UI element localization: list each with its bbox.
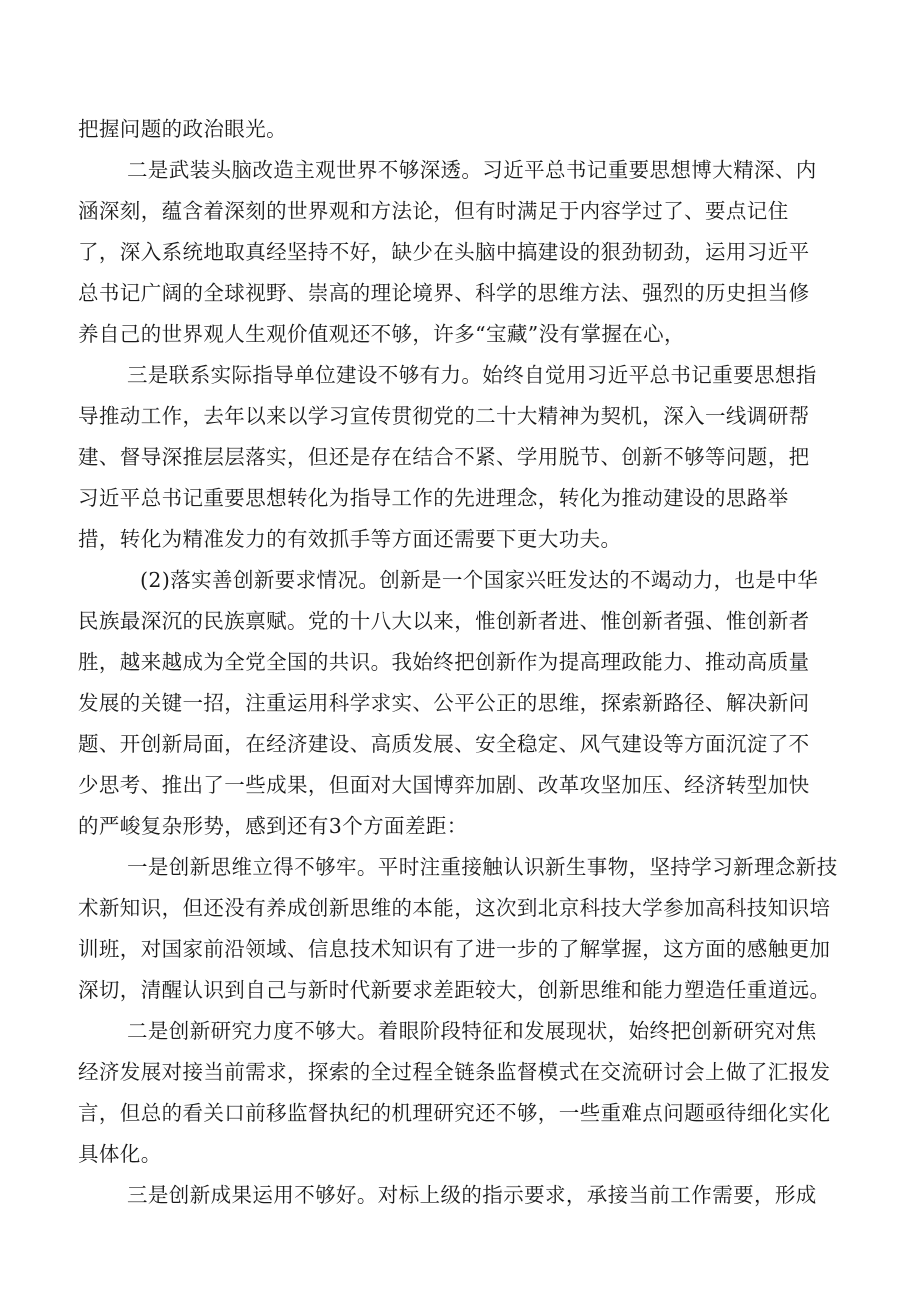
text-line: 导推动工作，去年以来以学习宣传贯彻党的二十大精神为契机，深入一线调研帮 (78, 404, 810, 428)
text-line: 言，但总的看关口前移监督执纪的机理研究还不够，一些重难点问题亟待细化实化 (78, 1101, 831, 1125)
text-line: 二是武装头脑改造主观世界不够深透。习近平总书记重要思想博大精深、内 (127, 158, 817, 182)
text-line: 了，深入系统地取真经坚持不好，缺少在头脑中搞建设的狠劲韧劲，运用习近平 (78, 240, 810, 264)
text-line: 题、开创新局面，在经济建设、高质发展、安全稳定、风气建设等方面沉淀了不 (78, 732, 810, 756)
text-line: 建、督导深推层层落实，但还是存在结合不紧、学用脱节、创新不够等问题，把 (78, 445, 810, 469)
text-line: 术新知识，但还没有养成创新思维的本能，这次到北京科技大学参加高科技知识培 (78, 896, 831, 920)
text-line: 发展的关键一招，注重运用科学求实、公平公正的思维，探索新路径、解决新问 (78, 691, 810, 715)
text-line: 措，转化为精准发力的有效抓手等方面还需要下更大功夫。 (78, 527, 622, 551)
text-line: 民族最深沉的民族禀赋。党的十八大以来，惟创新者进、惟创新者强、惟创新者 (78, 609, 810, 633)
text-line: 一是创新思维立得不够牢。平时注重接触认识新生事物，坚持学习新理念新技 (127, 855, 838, 879)
text-line: 的严峻复杂形势，感到还有3个方面差距： (78, 814, 468, 838)
text-line: 经济发展对接当前需求，探索的全过程全链条监督模式在交流研讨会上做了汇报发 (78, 1060, 831, 1084)
text-line: 习近平总书记重要思想转化为指导工作的先进理念，转化为推动建设的思路举 (78, 486, 789, 510)
text-line: 总书记广阔的全球视野、崇高的理论境界、科学的思维方法、强烈的历史担当修 (78, 281, 810, 305)
text-line: 训班，对国家前沿领域、信息技术知识有了进一步的了解掌握，这方面的感触更加 (78, 937, 831, 961)
text-line: 具体化。 (78, 1142, 162, 1166)
text-line: 三是创新成果运用不够好。对标上级的指示要求，承接当前工作需要，形成 (127, 1183, 817, 1207)
text-line: 养自己的世界观人生观价值观还不够，许多“宝藏”没有掌握在心， (78, 322, 685, 346)
text-line: 二是创新研究力度不够大。着眼阶段特征和发展现状，始终把创新研究对焦 (127, 1019, 817, 1043)
text-line: 胜，越来越成为全党全国的共识。我始终把创新作为提高理政能力、推动高质量 (78, 650, 810, 674)
text-line: 三是联系实际指导单位建设不够有力。始终自觉用习近平总书记重要思想指 (127, 363, 817, 387)
text-line: 少思考、推出了一些成果，但面对大国博弈加剧、改革攻坚加压、经济转型加快 (78, 773, 810, 797)
text-line: 涵深刻，蕴含着深刻的世界观和方法论，但有时满足于内容学过了、要点记住 (78, 199, 789, 223)
text-line: 深切，清醒认识到自己与新时代新要求差距较大，创新思维和能力塑造任重道远。 (78, 978, 831, 1002)
text-line: (2)落实善创新要求情况。创新是一个国家兴旺发达的不竭动力，也是中华 (140, 568, 819, 592)
text-line: 把握问题的政治眼光。 (78, 117, 287, 141)
